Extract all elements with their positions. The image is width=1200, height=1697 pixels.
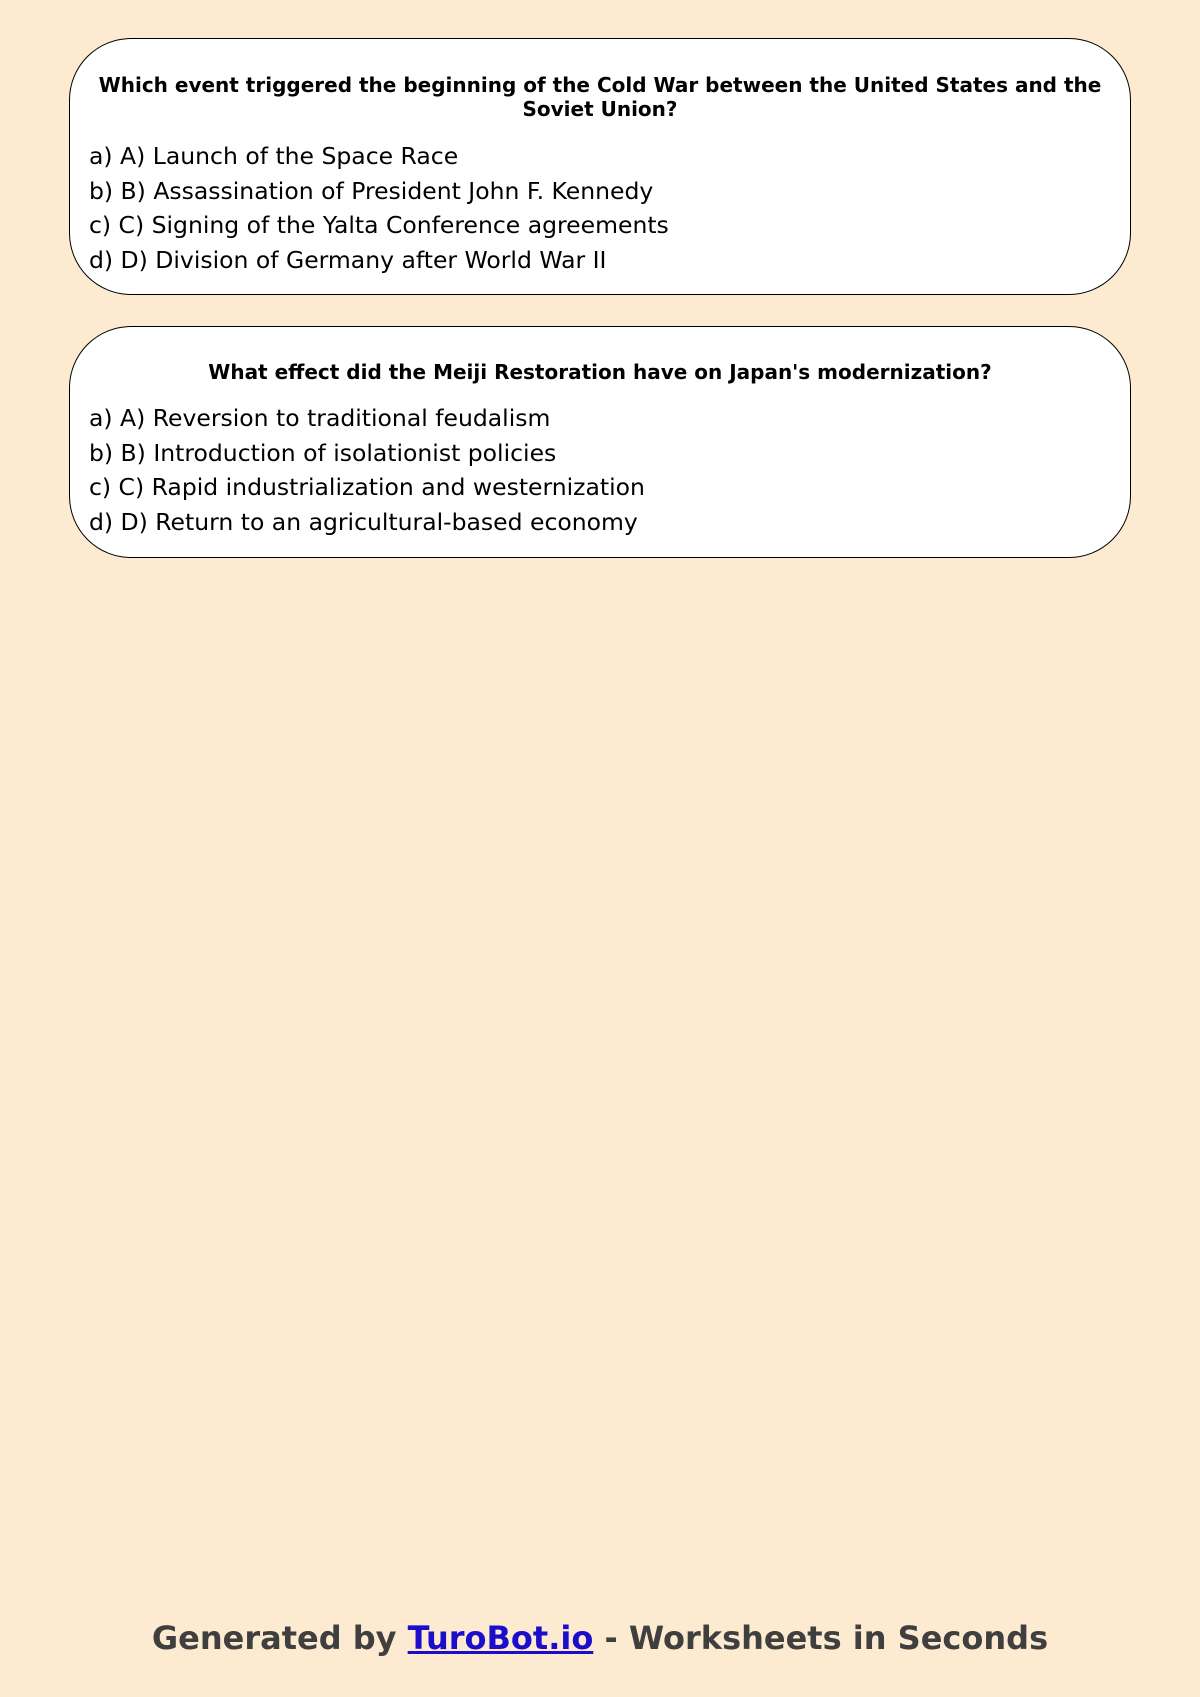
option-list (89, 139, 669, 277)
footer-suffix: - Worksheets in Seconds (593, 1619, 1049, 1657)
question-card (69, 326, 1131, 558)
option-c: c) C) Signing of the Yalta Conference agreements (89, 211, 669, 239)
option-b: b) B) Assassination of President John F. Kennedy (89, 176, 654, 205)
option-list (89, 401, 645, 539)
turobot-link[interactable]: TuroBot.io (407, 1619, 594, 1657)
question-card (69, 38, 1131, 295)
option-b: b) B) Introduction of isolationist policies (89, 438, 557, 467)
option-a: a) A) Reversion to traditional feudalism (89, 404, 551, 432)
footer-prefix: Generated by (151, 1619, 408, 1657)
question-text: What effect did the Meiji Restoration have on Japan's modernization? (208, 360, 992, 384)
question-text: Which event triggered the beginning of the Cold War between the United States and the Soviet Union? (98, 73, 1102, 121)
option-d: d) D) Return to an agricultural-based economy (89, 507, 638, 536)
option-d: d) D) Division of Germany after World War II (89, 245, 607, 274)
option-c: c) C) Rapid industrialization and westernization (89, 473, 645, 501)
option-a: a) A) Launch of the Space Race (89, 142, 459, 170)
footer (0, 1618, 1200, 1658)
